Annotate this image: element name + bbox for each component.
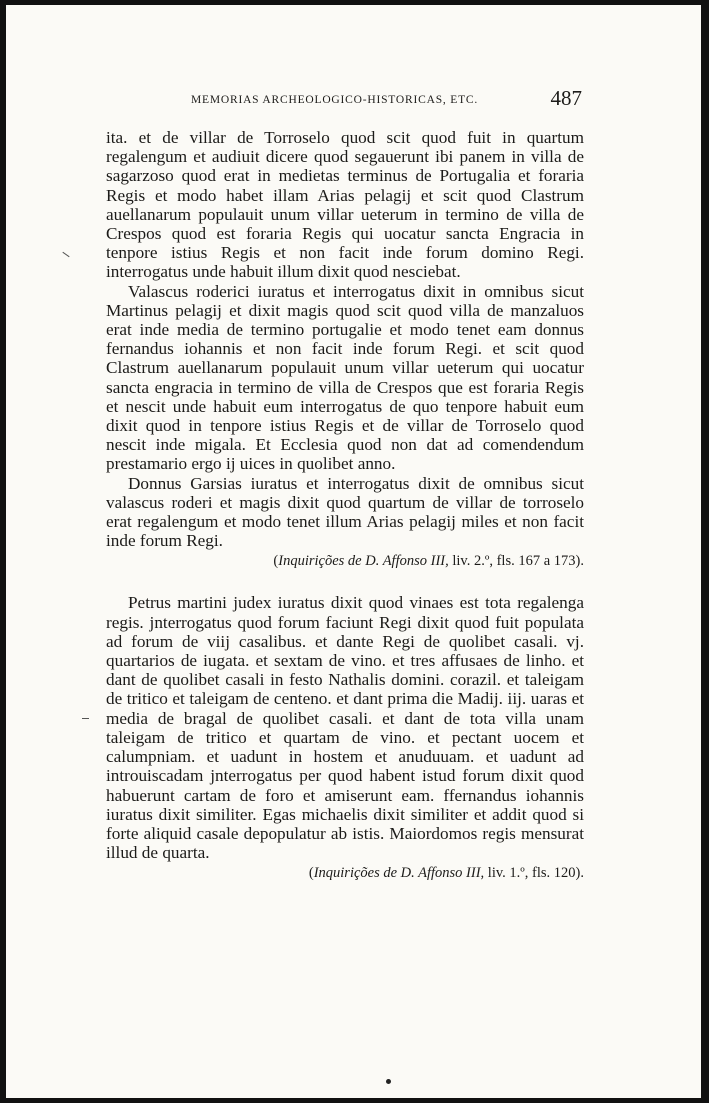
- page-number: 487: [550, 86, 582, 110]
- bottom-dot: [386, 1079, 391, 1084]
- running-title: MEMORIAS ARCHEOLOGICO-HISTORICAS, ETC.: [191, 94, 479, 106]
- citation-2-ref: liv. 1.º, fls. 120).: [487, 865, 584, 882]
- paragraph-1: ita. et de villar de Torroselo quod scit quod fuit in quartum regalengum et audiuit dicere quod segauerunt ibi panem in villa de sagarzoso quod erat in medietas terminus de Portugalia et foraria Regis et modo habet illam Arias pelagij et scit quod Clastrum auellanarum populauit unum villar ueterum in termino de villa de Crespos quod est foraria Regis qui uocatur sancta Engracia in tenpore istius Regis et non facit inde forum domino Regi. interrogatus unde habuit illum dixit quod nesciebat.: [106, 128, 584, 282]
- citation-1-ref: liv. 2.º, fls. 167 a 173).: [452, 553, 584, 570]
- paragraph-4: Petrus martini judex iuratus dixit quod vinaes est tota regalenga regis. jnterrogatus quod forum faciunt Regi dixit quod fuit populata ad forum de viij casalibus. et dante Regi de quolibet casali. vj. quartarios de iugata. et sextam de vino. et tres affusaes de linho. et dant de quolibet casali in festo Nathalis domini. corazil. et taleigam de tritico et taleigam de centeno. et dant prima die Madij. iij. uaras et media de bragal de quolibet casali. et dant de tota villa unam taleigam de tritico et quartam de vino. et pectant uocem et calumpniam. et uadunt in hostem et anuduuam. et uadunt ad introuiscadam jnterrogatus per quod habent istud forum dixit quod habuerunt cartam de foro et amiserunt eam. ffernandus iohannis iuratus dixit similiter. Egas michaelis dixit similiter et addit quod si forte aliquid casale depopulatur ab istis. Maiordomos regis mensurat illud de quarta.: [106, 593, 584, 863]
- citation-2: [106, 864, 584, 883]
- paragraph-3: Donnus Garsias iuratus et interrogatus dixit de omnibus sicut valascus roderi et magis dixit quod quartum de villar de torroselo erat regalengum et modo tenet illum Arias pelagij miles et non facit inde forum Regi.: [106, 473, 584, 551]
- citation-1-open-paren: (: [273, 553, 279, 570]
- scan-border-bottom: [0, 1098, 709, 1103]
- citation-1-title: Inquirições de D. Affonso III,: [278, 553, 449, 570]
- citation-2-open-paren: (: [308, 865, 314, 882]
- scan-border-right: [701, 0, 709, 1103]
- main-text: [106, 128, 584, 883]
- scan-border-left: [0, 0, 6, 1103]
- section-gap: [106, 571, 584, 593]
- margin-mark-lower: [82, 718, 89, 719]
- paragraph-2: Valascus roderici iuratus et interrogatus dixit in omnibus sicut Martinus pelagij et dixit magis quod scit quod villa de manzaluos erat inde media de termino portugalie et modo tenet eam donnus fernandus iohannis et non facit inde forum Regi. et scit quod Clastrum auellanarum populauit unum villar ueterum qui uocatur sancta engracia in termino de villa de Crespos que est foraria Regis et nescit unde habuit eum interrogatus de quo tenpore habuit eum dixit quod in tenpore istius Regis et de villar de Torroselo quod nescit inde migala. Et Ecclesia quod non dat ad comendendum prestamario ergo ij uices in quolibet anno.: [106, 281, 584, 474]
- margin-mark-upper: [62, 252, 69, 257]
- scan-border-top: [0, 0, 709, 5]
- citation-2-title: Inquirições de D. Affonso III,: [313, 865, 485, 882]
- citation-1: [106, 552, 584, 571]
